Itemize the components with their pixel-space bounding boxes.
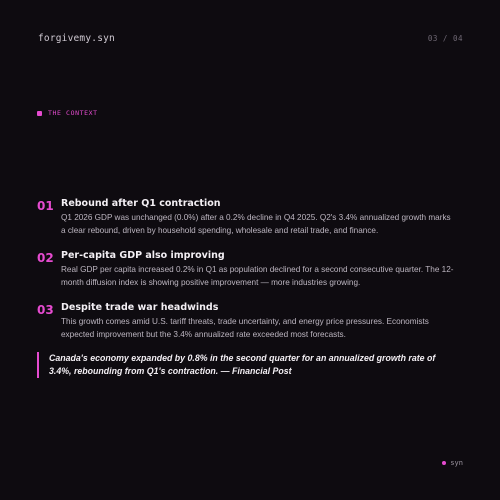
- list-item: [37, 249, 457, 289]
- context-list: [37, 197, 457, 353]
- item-title: Despite trade war headwinds: [61, 302, 219, 313]
- item-title: Rebound after Q1 contraction: [61, 198, 221, 209]
- item-text: Q1 2026 GDP was unchanged (0.0%) after a 0.2% decline in Q4 2025. Q2's 3.4% annualized growth marks a clear rebound, driven by household spending, wholesale and retail trade, and finance.: [61, 213, 451, 235]
- section-label: [37, 109, 98, 117]
- list-item: [37, 197, 457, 237]
- item-number: 02: [37, 251, 54, 265]
- item-text: Real GDP per capita increased 0.2% in Q1 as population declined for a second consecutive quarter. The 12-month diffusion index is showing positive improvement — more industries growing.: [61, 265, 454, 287]
- item-number: 01: [37, 199, 54, 213]
- brand-name: forgivemy.syn: [38, 33, 115, 44]
- item-title: Per-capita GDP also improving: [61, 250, 225, 261]
- item-body: [61, 301, 457, 341]
- pull-quote: Canada's economy expanded by 0.8% in the second quarter for an annualized growth rate of 3.4%, rebounding from Q1's contraction. — Financial Post: [37, 352, 457, 378]
- item-body: [61, 249, 457, 289]
- page-indicator: 03 / 04: [427, 34, 463, 43]
- item-text: This growth comes amid U.S. tariff threats, trade uncertainty, and energy price pressures. Economists expected improvement but the 3.4% annualized rate exceeded most forecasts.: [61, 317, 429, 339]
- section-marker-icon: [37, 111, 42, 116]
- footer-brand: [442, 459, 463, 467]
- item-number: 03: [37, 303, 54, 317]
- section-label-text: THE CONTEXT: [48, 109, 98, 117]
- footer-label: syn: [450, 459, 463, 467]
- list-item: [37, 301, 457, 341]
- footer-dot-icon: [442, 461, 446, 465]
- item-body: [61, 197, 457, 237]
